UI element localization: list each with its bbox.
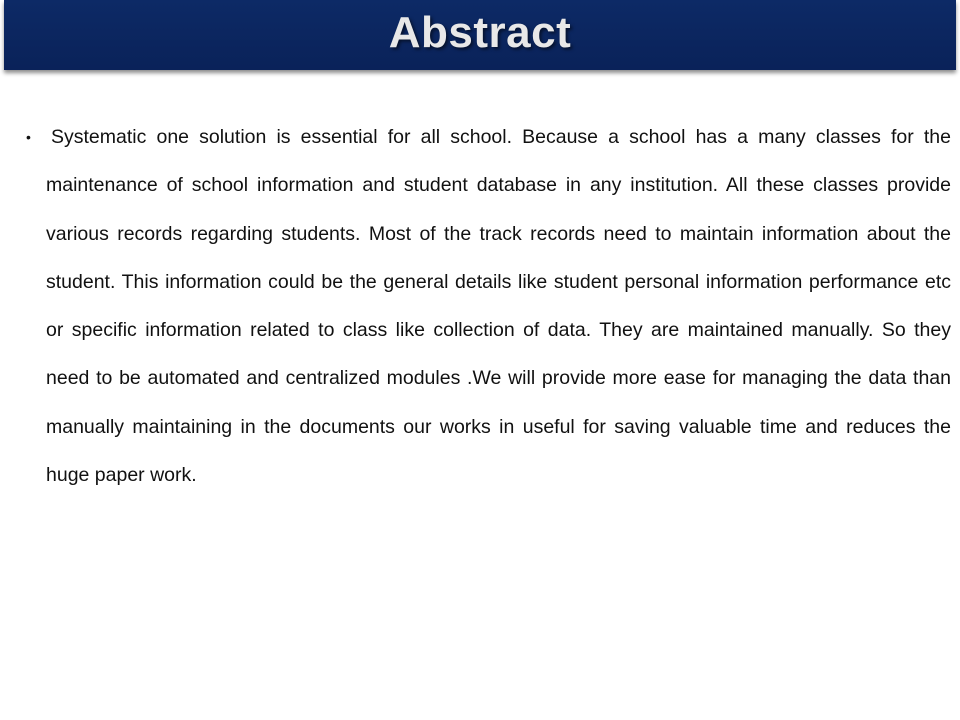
abstract-body bbox=[46, 113, 951, 499]
title-bar bbox=[4, 0, 956, 70]
slide-title: Abstract bbox=[388, 8, 572, 57]
bullet-marker: • bbox=[26, 129, 31, 145]
abstract-paragraph: Systematic one solution is essential for all school. Because a school has a many classes for the maintenance of school information and student database in any institution. All these classes provide various records regarding students. Most of the track records need to maintain information about the student. This information could be the general details like student personal information performance etc or specific information related to class like collection of data. They are maintained manually. So they need to be automated and centralized modules .We will provide more ease for managing the data than manually maintaining in the documents our works in useful for saving valuable time and reduces the huge paper work. bbox=[46, 126, 951, 487]
